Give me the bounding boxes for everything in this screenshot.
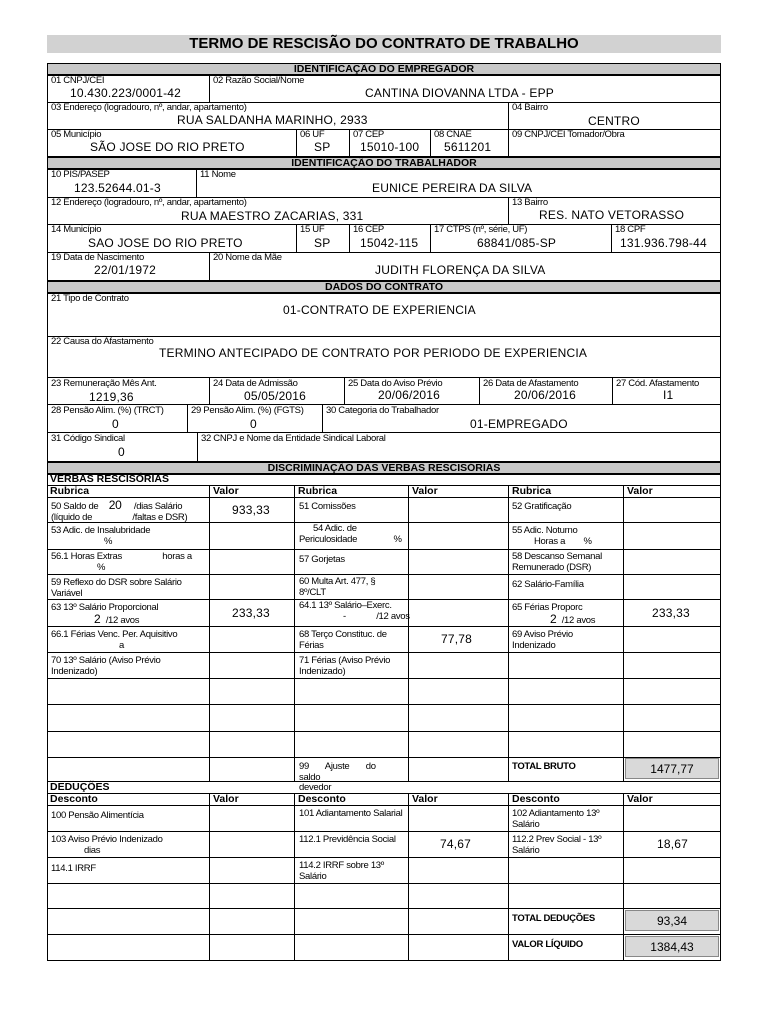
total-deducoes-label: TOTAL DEDUÇÕES	[512, 913, 595, 924]
entidade-sindical-label: 32 CNPJ e Nome da Entidade Sindical Laboral	[201, 433, 386, 444]
afastamento-label: 26 Data de Afastamento	[483, 378, 579, 389]
pis-value: 123.52644.01-3	[74, 181, 161, 195]
admissao-value: 05/05/2016	[244, 389, 307, 403]
admissao-label: 24 Data de Admissão	[213, 378, 298, 389]
desconto-103-label-b: dias	[84, 844, 101, 856]
verbas-col-rubrica-3: Rubrica	[512, 485, 552, 497]
pensao-fgts-cell	[187, 404, 323, 433]
divider	[47, 574, 721, 575]
worker-uf-value: SP	[314, 236, 331, 250]
rubrica-50-label-d: /faltas e DSR)	[132, 511, 188, 523]
rubrica-55	[512, 526, 592, 547]
worker-bairro-value: RES. NATO VETORASSO	[539, 208, 685, 222]
section-worker: IDENTIFICAÇÃO DO TRABALHADOR	[47, 157, 721, 169]
afastamento-cell	[479, 377, 613, 405]
cod-afastamento-label: 27 Cód. Afastamento	[616, 378, 700, 389]
rubrica-60-label-b: 8º/CLT	[299, 586, 326, 598]
verbas-heading: VERBAS RESCISÓRIAS	[50, 473, 170, 485]
cnpj-value: 10.430.223/0001-42	[70, 86, 182, 100]
verbas-col-valor-3: Valor	[627, 485, 653, 497]
valor-68: 77,78	[441, 632, 473, 646]
rubrica-64-label-a: 64.1 13º Salário–Exerc.	[299, 600, 392, 611]
section-discrimination: DISCRIMINAÇÃO DAS VERBAS RESCISÓRIAS	[47, 462, 721, 474]
rubrica-69-label-a: 69 Aviso Prévio	[512, 629, 573, 640]
rubrica-58-label-b: Remunerado (DSR)	[512, 561, 592, 573]
employer-cep-label: 07 CEP	[353, 129, 384, 140]
rubrica-55-label-c: %	[583, 535, 592, 547]
divider	[294, 485, 295, 782]
worker-cep-cell	[349, 224, 431, 253]
rubrica-53-label-a: 53 Adic. de Insalubridade	[51, 525, 151, 536]
total-deducoes-value: 93,34	[625, 910, 719, 931]
entidade-sindical-cell	[197, 432, 721, 462]
rubrica-56	[51, 552, 192, 573]
worker-nome-value: EUNICE PEREIRA DA SILVA	[372, 181, 533, 195]
deducoes-col-valor-1: Valor	[213, 793, 239, 805]
rubrica-66-label-b: a	[119, 639, 124, 651]
rubrica-71-label-b: Indenizado)	[299, 665, 346, 677]
rubrica-63	[51, 603, 158, 626]
employer-uf-label: 06 UF	[300, 129, 325, 140]
worker-municipio-cell	[47, 224, 297, 253]
rubrica-99-label-b: devedor	[299, 782, 332, 793]
rubrica-66-label-a: 66.1 Férias Venc. Per. Aquisitivo	[51, 629, 178, 640]
rubrica-58	[512, 552, 602, 573]
rubrica-68	[299, 630, 405, 651]
deducoes-col-valor-3: Valor	[627, 793, 653, 805]
divider	[47, 908, 721, 909]
rubrica-57: 57 Gorjetas	[299, 554, 345, 565]
verbas-col-rubrica-1: Rubrica	[50, 485, 90, 497]
verbas-col-valor-1: Valor	[213, 485, 239, 497]
worker-cep-value: 15042-115	[360, 236, 419, 250]
worker-endereco-label: 12 Endereço (logradouro, nº, andar, apartamento)	[51, 197, 247, 208]
desconto-102	[512, 809, 599, 830]
razao-label: 02 Razão Social/Nome	[213, 75, 305, 86]
aviso-previo-value: 20/06/2016	[378, 388, 441, 402]
desconto-103	[51, 835, 163, 856]
deducoes-heading: DEDUÇÕES	[50, 781, 110, 793]
rubrica-69	[512, 630, 573, 651]
categoria-label: 30 Categoria do Trabalhador	[326, 405, 439, 416]
rubrica-55-label-b: Horas a	[534, 535, 566, 547]
pensao-trct-label: 28 Pensão Alim. (%) (TRCT)	[51, 405, 164, 416]
rubrica-70-label-a: 70 13º Salário (Aviso Prévio	[51, 655, 161, 666]
desconto-100: 100 Pensão Alimentícia	[51, 810, 144, 821]
afastamento-value: 20/06/2016	[514, 388, 577, 402]
desconto-112-2-label-a: 112.2 Prev Social - 13º	[512, 834, 602, 845]
divider	[508, 485, 509, 782]
valor-liquido-label: VALOR LÍQUIDO	[512, 939, 583, 950]
nascimento-cell	[47, 252, 210, 281]
worker-uf-cell	[296, 224, 350, 253]
verbas-col-rubrica-2: Rubrica	[298, 485, 338, 497]
rubrica-50	[51, 500, 187, 523]
divider	[47, 497, 721, 498]
rubrica-70	[51, 656, 160, 677]
rubrica-64-label-b: -	[343, 610, 346, 622]
rubrica-63-avos: 2	[94, 611, 101, 626]
remuneracao-value: 1219,36	[89, 390, 134, 404]
rubrica-59-label-b: Variável	[51, 587, 83, 599]
rubrica-54-label-a: 54 Adic. de	[313, 523, 357, 534]
rubrica-68-label-b: Férias	[299, 639, 324, 651]
desconto-114-2-label-b: Salário	[299, 870, 327, 882]
ctps-value: 68841/085-SP	[477, 236, 557, 250]
desconto-101: 101 Adiantamento Salarial	[299, 808, 403, 819]
employer-uf-cell	[296, 129, 350, 157]
valor-65: 233,33	[652, 606, 690, 620]
employer-endereco-cell	[47, 102, 509, 130]
admissao-cell	[209, 377, 345, 405]
rubrica-54-label-b: Periculosidade	[299, 533, 358, 545]
rubrica-59	[51, 578, 182, 599]
desconto-114-2-label-a: 114.2 IRRF sobre 13º	[299, 860, 384, 871]
worker-bairro-cell	[508, 197, 721, 225]
rubrica-64-label-c: /12 avos	[376, 610, 410, 622]
rubrica-56-label-b: horas a	[162, 551, 192, 562]
pensao-trct-value: 0	[112, 417, 119, 431]
ctps-label: 17 CTPS (nº, série, UF)	[434, 224, 528, 235]
desconto-102-label-b: Salário	[512, 818, 540, 830]
rubrica-53	[51, 526, 150, 547]
worker-cep-label: 16 CEP	[353, 224, 384, 235]
verbas-col-valor-2: Valor	[412, 485, 438, 497]
employer-cep-cell	[349, 129, 431, 157]
deducoes-col-desconto-1: Desconto	[50, 793, 98, 805]
rubrica-59-label-a: 59 Reflexo do DSR sobre Salário	[51, 577, 182, 588]
causa-cell	[47, 336, 721, 378]
employer-endereco-value: RUA SALDANHA MARINHO, 2933	[177, 113, 368, 127]
rubrica-54-label-c: %	[393, 533, 402, 545]
divider	[408, 793, 409, 961]
divider	[209, 793, 210, 961]
divider	[623, 485, 624, 782]
causa-value: TERMINO ANTECIPADO DE CONTRATO POR PERIODO DE EXPERIENCIA	[159, 346, 588, 360]
valor-liquido-value: 1384,43	[625, 936, 719, 957]
rubrica-56-label-a: 56.1 Horas Extras	[51, 551, 122, 562]
rubrica-51: 51 Comissões	[299, 501, 356, 512]
divider	[47, 485, 721, 486]
desconto-112-1: 112.1 Previdência Social	[299, 834, 396, 845]
nascimento-value: 22/01/1972	[94, 263, 157, 277]
aviso-previo-label: 25 Data do Aviso Prévio	[348, 378, 443, 389]
employer-bairro-label: 04 Bairro	[512, 102, 548, 113]
rubrica-62: 62 Salário-Família	[512, 579, 584, 590]
divider	[47, 678, 721, 679]
divider	[47, 805, 721, 806]
worker-bairro-label: 13 Bairro	[512, 197, 548, 208]
rubrica-60	[299, 577, 375, 598]
worker-nome-cell	[196, 169, 721, 198]
rubrica-50-label-c: (líquido de	[51, 511, 93, 523]
categoria-value: 01-EMPREGADO	[470, 417, 568, 431]
rubrica-66	[51, 630, 177, 651]
divider	[408, 485, 409, 782]
employer-endereco-label: 03 Endereço (logradouro, nº, andar, apartamento)	[51, 102, 247, 113]
valor-112-1: 74,67	[440, 837, 472, 851]
divider	[294, 793, 295, 961]
rubrica-63-label-a: 63 13º Salário Proporcional	[51, 602, 159, 613]
employer-municipio-cell	[47, 129, 297, 157]
rubrica-68-label-a: 68 Terço Constituc. de	[299, 629, 387, 640]
cpf-cell	[611, 224, 721, 253]
pensao-trct-cell	[47, 404, 188, 433]
tipo-contrato-value: 01-CONTRATO DE EXPERIENCIA	[283, 303, 476, 317]
divider	[47, 652, 721, 653]
sindical-label: 31 Código Sindical	[51, 433, 125, 444]
remuneracao-cell	[47, 377, 210, 405]
employer-tomador-cell	[508, 129, 721, 157]
employer-tomador-label: 09 CNPJ/CEI Tomador/Obra	[512, 129, 625, 140]
worker-nome-label: 11 Nome	[200, 169, 236, 180]
cnpj-cell	[47, 75, 210, 103]
deducoes-col-desconto-2: Desconto	[298, 793, 346, 805]
divider	[47, 704, 721, 705]
razao-value: CANTINA DIOVANNA LTDA - EPP	[365, 86, 554, 100]
rubrica-53-label-b: %	[104, 535, 113, 547]
employer-cnae-label: 08 CNAE	[434, 129, 472, 140]
rubrica-70-label-b: Indenizado)	[51, 665, 98, 677]
section-employer: IDENTIFICAÇÃO DO EMPREGADOR	[47, 63, 721, 75]
employer-cnae-cell	[430, 129, 509, 157]
desconto-102-label-a: 102 Adiantamento 13º	[512, 808, 600, 819]
desconto-112-2	[512, 835, 601, 856]
desconto-114-1: 114.1 IRRF	[51, 863, 96, 874]
employer-bairro-cell	[508, 102, 721, 130]
deducoes-col-desconto-3: Desconto	[512, 793, 560, 805]
tipo-contrato-cell	[47, 293, 721, 337]
divider	[47, 793, 721, 794]
section-contract: DADOS DO CONTRATO	[47, 281, 721, 293]
divider	[508, 793, 509, 961]
divider	[47, 883, 721, 884]
tipo-contrato-label: 21 Tipo de Contrato	[51, 293, 129, 304]
divider	[623, 793, 624, 961]
worker-endereco-cell	[47, 197, 509, 225]
employer-municipio-label: 05 Município	[51, 129, 102, 140]
worker-uf-label: 15 UF	[300, 224, 325, 235]
divider	[47, 934, 721, 935]
razao-cell	[209, 75, 721, 103]
divider	[47, 731, 721, 732]
causa-label: 22 Causa do Afastamento	[51, 336, 154, 347]
divider	[209, 485, 210, 782]
sindical-value: 0	[118, 445, 125, 459]
divider	[47, 857, 721, 858]
rubrica-65-avos: 2	[550, 611, 557, 626]
rubrica-56-label-c: %	[97, 561, 106, 573]
categoria-cell	[322, 404, 721, 433]
mae-label: 20 Nome da Mãe	[213, 252, 282, 263]
mae-cell	[209, 252, 721, 281]
rubrica-54	[299, 524, 402, 545]
rubrica-65	[512, 603, 595, 626]
deducoes-col-valor-2: Valor	[412, 793, 438, 805]
employer-cnae-value: 5611201	[444, 140, 492, 154]
mae-value: JUDITH FLORENÇA DA SILVA	[375, 263, 546, 277]
divider	[47, 831, 721, 832]
rubrica-65-label-a: 65 Férias Proporc	[512, 602, 583, 613]
sindical-cell	[47, 432, 198, 462]
ctps-cell	[430, 224, 612, 253]
rubrica-64	[299, 601, 410, 622]
rubrica-71-label-a: 71 Férias (Aviso Prévio	[299, 655, 391, 666]
employer-bairro-value: CENTRO	[588, 114, 640, 128]
pis-label: 10 PIS/PASEP	[51, 169, 110, 180]
cnpj-label: 01 CNPJ/CEI	[51, 75, 105, 86]
rubrica-69-label-b: Indenizado	[512, 639, 556, 651]
worker-endereco-value: RUA MAESTRO ZACARIAS, 331	[181, 209, 364, 223]
divider	[47, 549, 721, 550]
desconto-103-label-a: 103 Aviso Prévio Indenizado	[51, 834, 163, 845]
total-bruto-value: 1477,77	[625, 758, 719, 779]
rubrica-60-label-a: 60 Multa Art. 477, §	[299, 576, 376, 587]
cod-afastamento-cell	[612, 377, 721, 405]
valor-50: 933,33	[232, 503, 270, 517]
rubrica-65-label-b: /12 avos	[561, 614, 596, 626]
remuneracao-label: 23 Remuneração Mês Ant.	[51, 378, 157, 389]
rubrica-63-label-b: /12 avos	[105, 614, 140, 626]
valor-63: 233,33	[232, 606, 270, 620]
rubrica-58-label-a: 58 Descanso Semanal	[512, 551, 602, 562]
cod-afastamento-value: I1	[663, 388, 674, 402]
aviso-previo-cell	[344, 377, 480, 405]
rubrica-52: 52 Gratificação	[512, 501, 572, 512]
cpf-label: 18 CPF	[615, 224, 646, 235]
document-title: TERMO DE RESCISÃO DO CONTRATO DE TRABALHO	[47, 35, 721, 53]
pensao-fgts-label: 29 Pensão Alim. (%) (FGTS)	[191, 405, 304, 416]
rubrica-99-label-a: 99 Ajuste do saldo	[299, 761, 376, 783]
pensao-fgts-value: 0	[250, 417, 257, 431]
rubrica-55-label-a: 55 Adic. Noturno	[512, 525, 578, 536]
rubrica-50-dias: 20	[108, 498, 122, 512]
rubrica-71	[299, 656, 390, 677]
employer-municipio-value: SÃO JOSE DO RIO PRETO	[90, 140, 245, 154]
pis-cell	[47, 169, 197, 198]
rubrica-50-label-a: 50 Saldo de	[51, 501, 99, 512]
divider	[47, 757, 721, 758]
nascimento-label: 19 Data de Nascimento	[51, 252, 144, 263]
desconto-114-2	[299, 861, 384, 882]
worker-municipio-label: 14 Município	[51, 224, 102, 235]
cpf-value: 131.936.798-44	[620, 236, 707, 250]
divider	[47, 626, 721, 627]
employer-uf-value: SP	[314, 140, 331, 154]
employer-cep-value: 15010-100	[360, 140, 420, 154]
worker-municipio-value: SAO JOSE DO RIO PRETO	[88, 236, 243, 250]
desconto-112-2-label-b: Salário	[512, 844, 540, 856]
total-bruto-label: TOTAL BRUTO	[512, 761, 576, 772]
valor-112-2: 18,67	[657, 837, 689, 851]
rubrica-50-label-b: /dias Salário	[133, 501, 183, 512]
